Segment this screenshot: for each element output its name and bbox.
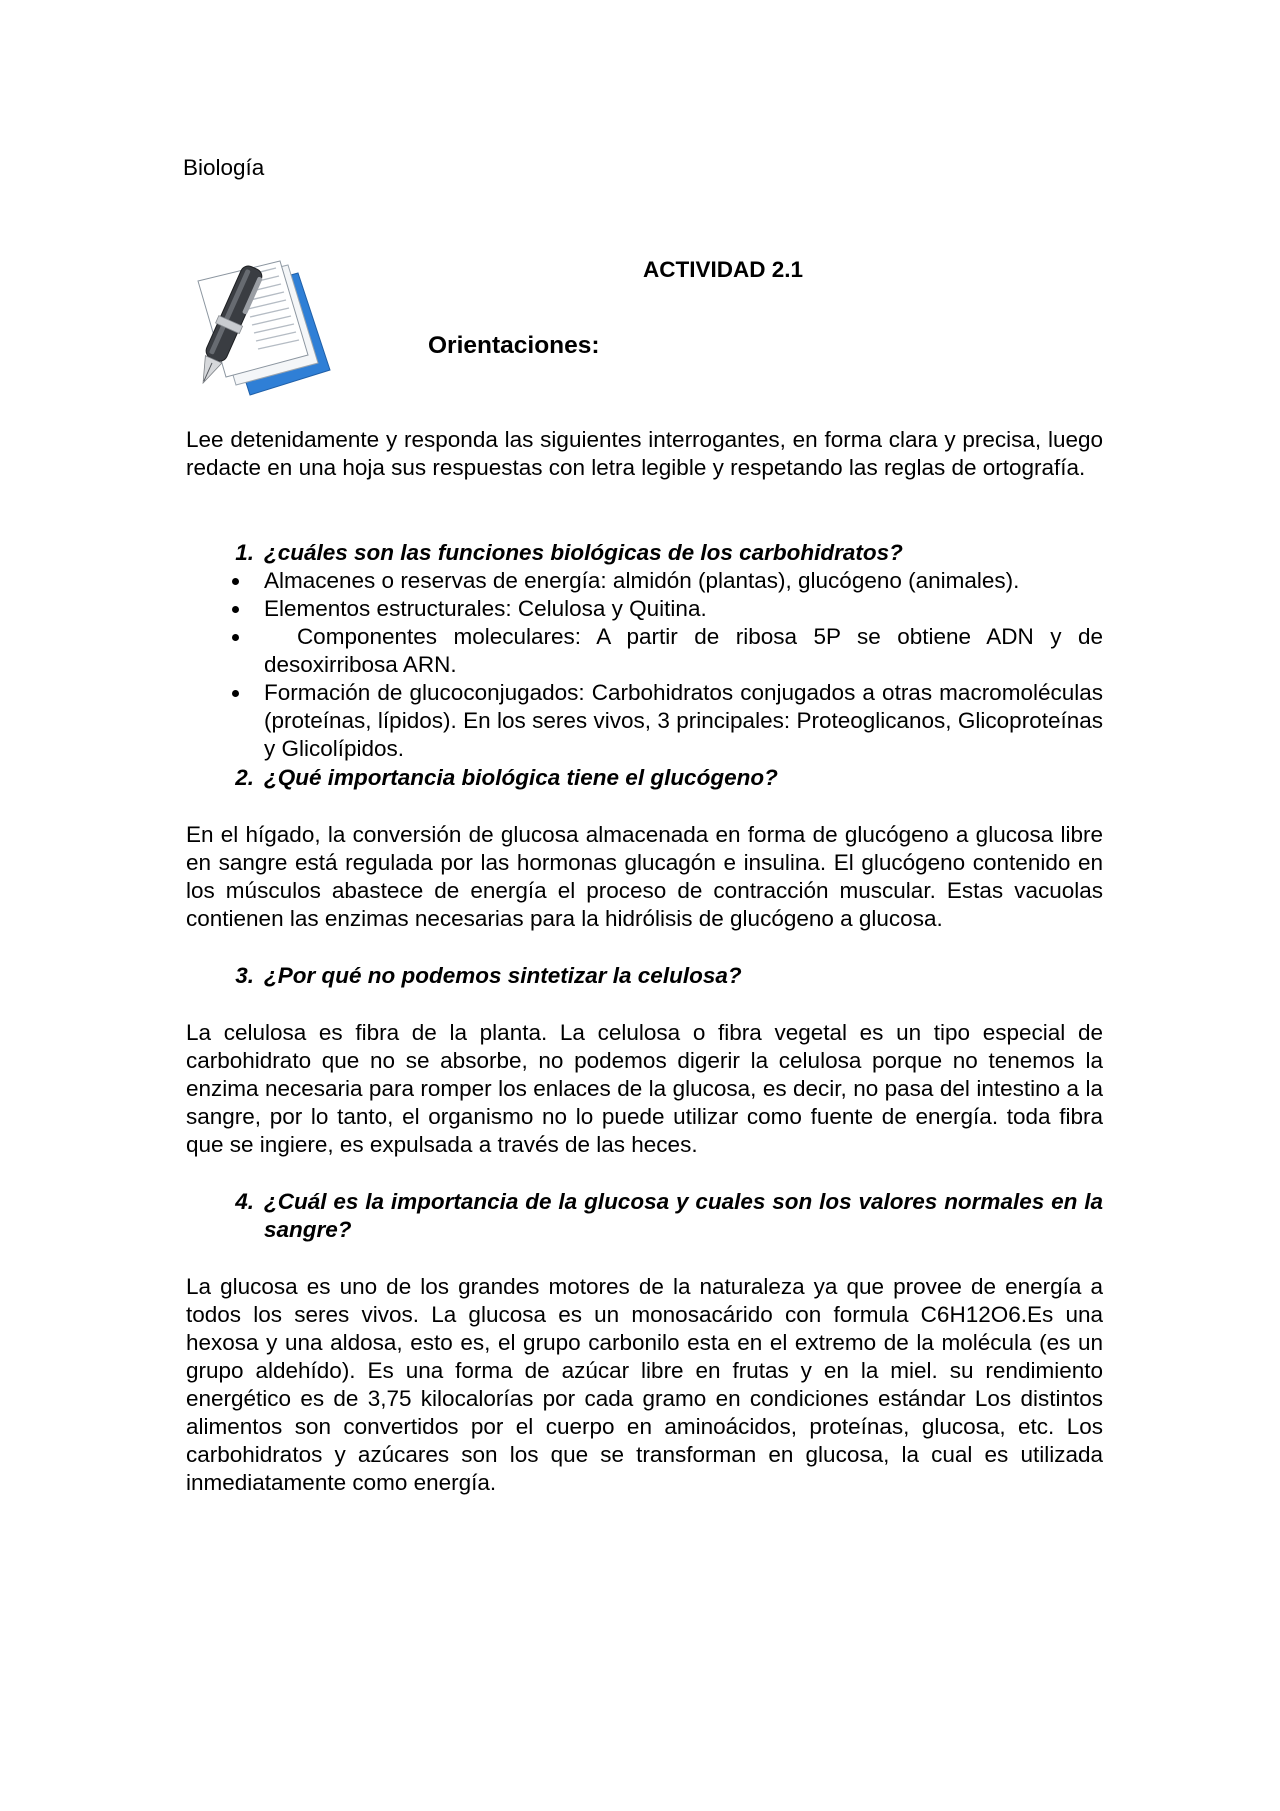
intro-paragraph: Lee detenidamente y responda las siguientes interrogantes, en forma clara y precisa, luego redacte en una hoja sus respuestas con letra legible y respetando las reglas de ortografía. (186, 427, 1103, 480)
answer-paragraph: En el hígado, la conversión de glucosa almacenada en forma de glucógeno a glucosa libre en sangre está regulada por las hormonas glucagón e insulina. El glucógeno contenido en los músculos abastece de energía el proceso de contracción muscular. Estas vacuolas contienen las enzimas necesarias para la hidrólisis de glucógeno a glucosa. (186, 822, 1103, 931)
question-heading (186, 539, 1103, 567)
question-number: 4. (235, 1189, 254, 1214)
question-text: ¿Por qué no podemos sintetizar la celulosa? (264, 963, 742, 988)
question-heading (186, 962, 1103, 990)
bullet-list (186, 567, 1110, 763)
question-text: ¿Cuál es la importancia de la glucosa y cuales son los valores normales en la sangre? (264, 1189, 1103, 1242)
bullet-text: Almacenes o reservas de energía: almidón (plantas), glucógeno (animales). (264, 568, 1020, 593)
subject-label: Biología (183, 155, 265, 180)
question-number: 3. (235, 963, 254, 988)
list-item (186, 623, 1110, 679)
bullet-icon (186, 567, 264, 595)
list-item (186, 679, 1103, 763)
list-item (186, 567, 1103, 595)
answer-paragraph: La glucosa es uno de los grandes motores de la naturaleza ya que provee de energía a todos los seres vivos. La glucosa es un monosacárido con formula C6H12O6.Es una hexosa y una aldosa, esto es, el grupo carbonilo esta en el extremo de la molécula (es un grupo aldehído). Es una forma de azúcar libre en frutas y en la miel. su rendimiento energético es de 3,75 kilocalorías por cada gramo en condiciones estándar Los distintos alimentos son convertidos por el cuerpo en aminoácidos, proteínas, glucosa, etc. Los carbohidratos y azúcares son los que se transforman en glucosa, la cual es utilizada inmediatamente como energía. (186, 1274, 1103, 1495)
question-number: 2. (235, 765, 254, 790)
bullet-icon (186, 595, 264, 623)
list-item (186, 595, 1103, 623)
question-number: 1. (235, 540, 254, 565)
bullet-icon (186, 679, 264, 763)
activity-title: ACTIVIDAD 2.1 (643, 257, 804, 282)
bullet-text: Formación de glucoconjugados: Carbohidratos conjugados a otras macromoléculas (proteínas, lípidos). En los seres vivos, 3 principales: Proteoglicanos, Glicoproteínas y Glicolípidos. (264, 680, 1103, 761)
bullet-text: Elementos estructurales: Celulosa y Quitina. (264, 596, 707, 621)
answer-paragraph: La celulosa es fibra de la planta. La celulosa o fibra vegetal es un tipo especial de carbohidrato que no se absorbe, no podemos digerir la celulosa porque no tenemos la enzima necesaria para romper los enlaces de la glucosa, es decir, no pasa del intestino a la sangre, por lo tanto, el organismo no lo puede utilizar como fuente de energía. toda fibra que se ingiere, es expulsada a través de las heces. (186, 1020, 1103, 1157)
guidelines-heading: Orientaciones: (428, 332, 600, 359)
bullet-icon (186, 623, 264, 679)
question-text: ¿cuáles son las funciones biológicas de los carbohidratos? (264, 540, 903, 565)
question-text: ¿Qué importancia biológica tiene el glucógeno? (264, 765, 778, 790)
question-heading (186, 764, 1103, 792)
document-pen-icon (180, 255, 340, 405)
bullet-text: Componentes moleculares: A partir de ribosa 5P se obtiene ADN y de desoxirribosa ARN. (264, 624, 1110, 677)
question-heading (186, 1188, 1103, 1244)
